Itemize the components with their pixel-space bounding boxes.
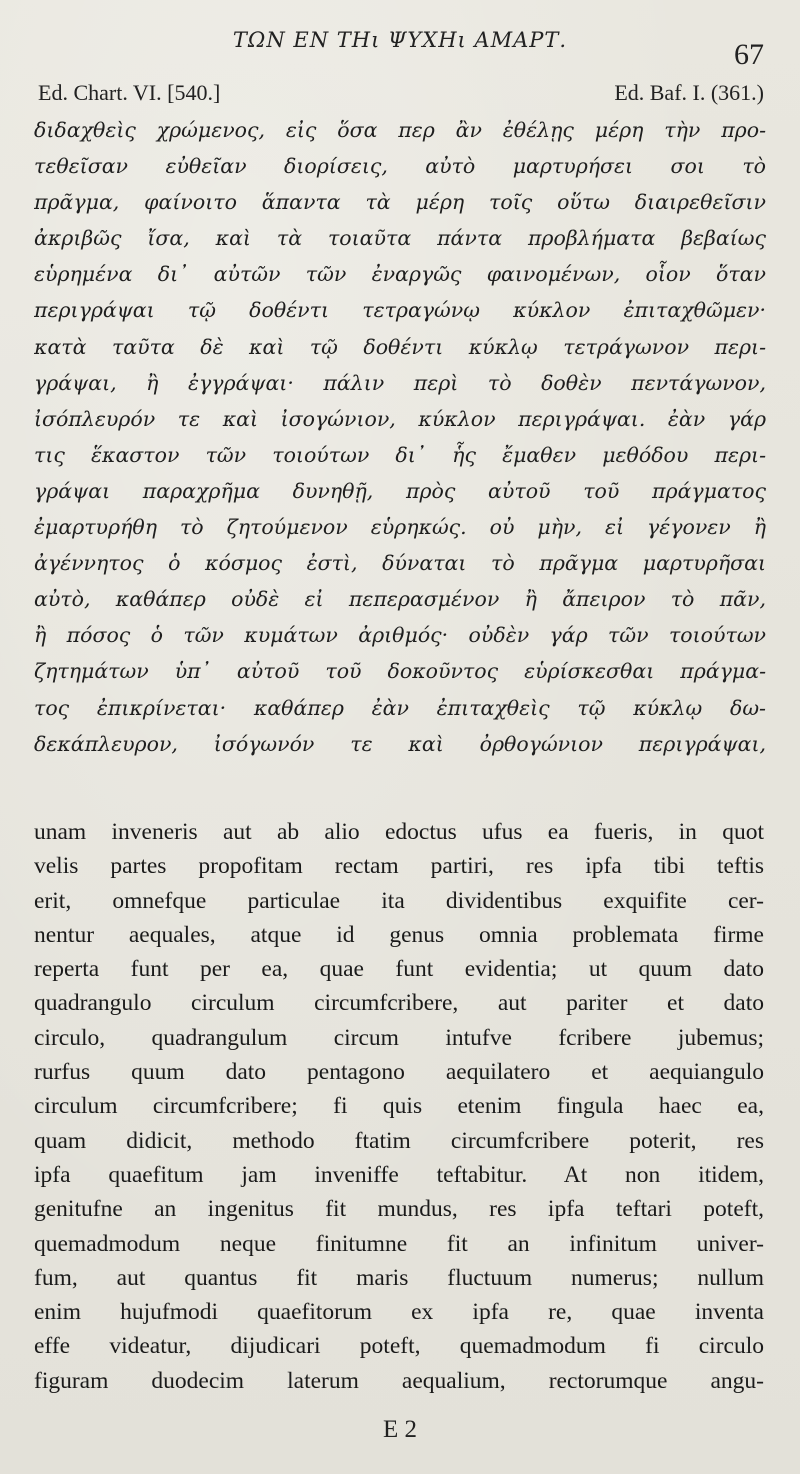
greek-line: ἐμαρτυρήθη τὸ ζητούμενον εὑρηκώς. οὐ μὴν, εἰ γέγονεν ἢ: [34, 515, 766, 540]
page-number: 67: [734, 38, 764, 71]
greek-line: ἢ πόσος ὁ τῶν κυμάτων ἀριθμός· οὐδὲν γάρ τῶν τοιούτων: [34, 623, 766, 648]
running-title: ΤΩΝ ΕΝ ΤΗι ΨΥΧΗι ΑΜΑΡΤ.: [232, 28, 568, 52]
latin-line: circulo, quadrangulum circum intufve fcribere jubemus;: [34, 1024, 764, 1051]
greek-line: ζητημάτων ὑπ᾽ αὐτοῦ τοῦ δοκοῦντος εὑρίσκεσθαι πράγμα-: [34, 659, 766, 684]
greek-text-block: [34, 112, 766, 762]
greek-line: κατὰ ταῦτα δὲ καὶ τῷ δοθέντι κύκλῳ τετράγωνον περι-: [34, 334, 766, 359]
latin-line: figuram duodecim laterum aequalium, rectorumque angu-: [34, 1367, 764, 1394]
latin-line: fum, aut quantus fit maris fluctuum numerus; nullum: [34, 1264, 764, 1291]
latin-line: reperta funt per ea, quae funt evidentia; ut quum dato: [34, 956, 764, 983]
latin-line: quemadmodum neque finitumne fit an infinitum univer-: [34, 1230, 764, 1257]
latin-line: circulum circumfcribere; fi quis etenim fingula haec ea,: [34, 1093, 764, 1120]
greek-line: αὐτὸ, καθάπερ οὐδὲ εἰ πεπερασμένον ἢ ἄπειρον τὸ πᾶν,: [34, 587, 766, 612]
greek-line: γράψαι παραχρῆμα δυνηθῇ, πρὸς αὐτοῦ τοῦ πράγματος: [34, 478, 766, 503]
edition-reference-chart: Ed. Chart. VI. [540.]: [38, 80, 221, 105]
latin-line: enim hujufmodi quaefitorum ex ipfa re, quae inventa: [34, 1299, 764, 1326]
edition-reference-basel: Ed. Baf. I. (361.): [614, 80, 764, 105]
bleed-through-shadow: [80, 765, 740, 795]
latin-line: erit, omnefque particulae ita dividentibus exquifite cer-: [34, 887, 764, 914]
greek-line: ἰσόπλευρόν τε καὶ ἰσογώνιον, κύκλον περιγράψαι. ἐὰν γάρ: [34, 406, 766, 431]
greek-line: τις ἕκαστον τῶν τοιούτων δι᾽ ἧς ἔμαθεν μεθόδου περι-: [34, 442, 766, 467]
latin-line: nentur aequales, atque id genus omnia problemata firme: [34, 921, 764, 948]
greek-line: τεθεῖσαν εὐθεῖαν διορίσεις, αὐτὸ μαρτυρήσει σοι τὸ: [34, 154, 766, 179]
latin-line: unam inveneris aut ab alio edoctus ufus ea fueris, in quot: [34, 819, 764, 845]
latin-line: effe videatur, dijudicari poteft, quemadmodum fi circulo: [34, 1333, 764, 1360]
greek-line: γράψαι, ἢ ἐγγράψαι· πάλιν περὶ τὸ δοθὲν πεντάγωνον,: [34, 370, 766, 395]
latin-line: ipfa quaefitum jam inveniffe teftabitur. At non itidem,: [34, 1161, 764, 1188]
greek-line: ἀγέννητος ὁ κόσμος ἐστὶ, δύναται τὸ πρᾶγμα μαρτυρῆσαι: [34, 551, 766, 576]
greek-line: ἀκριβῶς ἴσα, καὶ τὰ τοιαῦτα πάντα προβλήματα βεβαίως: [34, 226, 766, 251]
greek-line: δεκάπλευρον, ἰσόγωνόν τε καὶ ὀρθογώνιον περιγράψαι,: [34, 731, 766, 756]
greek-line: πρᾶγμα, φαίνοιτο ἅπαντα τὰ μέρη τοῖς οὕτω διαιρεθεῖσιν: [34, 190, 766, 215]
greek-line: τος ἐπικρίνεται· καθάπερ ἐὰν ἐπιταχθεὶς τῷ κύκλῳ δω-: [34, 695, 766, 720]
latin-line: quadrangulo circulum circumfcribere, aut pariter et dato: [34, 990, 764, 1017]
latin-line: rurfus quum dato pentagono aequilatero et aequiangulo: [34, 1059, 764, 1086]
greek-line: διδαχθεὶς χρώμενος, εἰς ὅσα περ ἂν ἐθέλῃς μέρη τὴν προ-: [34, 118, 766, 142]
latin-line: quam didicit, methodo ftatim circumfcribere poterit, res: [34, 1127, 764, 1154]
greek-line: περιγράψαι τῷ δοθέντι τετραγώνῳ κύκλον ἐπιταχθῶμεν·: [34, 298, 766, 323]
greek-line: εὑρημένα δι᾽ αὐτῶν τῶν ἐναργῶς φαινομένων, οἷον ὅταν: [34, 262, 766, 287]
latin-line: velis partes propofitam rectam partiri, res ipfa tibi teftis: [34, 853, 764, 880]
latin-line: genitufne an ingenitus fit mundus, res ipfa teftari poteft,: [34, 1196, 764, 1223]
signature-mark: E 2: [382, 1416, 418, 1443]
latin-text-block: [34, 815, 764, 1398]
